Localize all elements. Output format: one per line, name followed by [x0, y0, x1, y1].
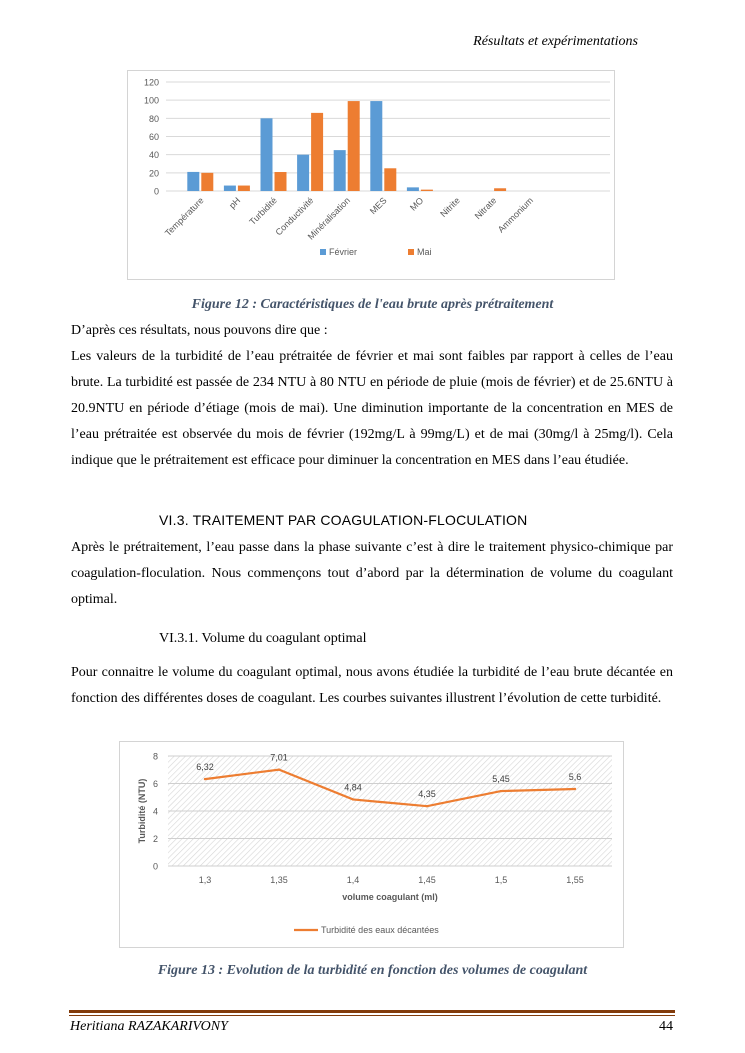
section-heading: VI.3. TRAITEMENT PAR COAGULATION-FLOCULATION — [159, 512, 528, 528]
x-tick-label: 1,5 — [494, 875, 508, 885]
bar-mai — [311, 113, 323, 191]
x-tick-label: 1,45 — [418, 875, 436, 885]
y-tick-label: 20 — [148, 168, 159, 179]
bar-février — [407, 187, 419, 191]
bar-mai — [348, 101, 360, 191]
bar-mai — [201, 173, 213, 191]
paragraph-1: Les valeurs de la turbidité de l’eau prétraitée de février et mai sont faibles par rapport à celles de l’eau brute. La turbidité est passée de 234 NTU à 80 NTU en période de pluie (mois de février) et de 25.6NTU à 20.9NTU en période d’étiage (mois de mai). Une diminution importante de la concentration en MES de l’eau prétraitée est observée du mois de février (192mg/L à 99mg/L) et de mai (30mg/l à 25mg/l). Cela indique que le prétraitement est efficace pour diminuer la concentration en MES dans l’eau étudiée. — [71, 349, 673, 468]
y-tick-label: 4 — [152, 806, 158, 817]
footer-rule-thin — [69, 1015, 675, 1016]
figure-12-caption: Figure 12 : Caractéristiques de l'eau brute après prétraitement — [191, 297, 554, 312]
y-tick-label: 0 — [153, 186, 159, 197]
y-tick-label: 60 — [148, 132, 159, 142]
legend-label: Mai — [417, 247, 432, 257]
x-tick-label: 1,55 — [566, 875, 584, 885]
footer-rule — [69, 1010, 675, 1013]
x-tick-label: 1,35 — [270, 875, 288, 885]
figure-13-caption: Figure 13 : Evolution de la turbidité en fonction des volumes de coagulant — [157, 963, 588, 978]
data-label: 4,35 — [418, 789, 436, 800]
data-label: 5,6 — [568, 772, 582, 782]
bar-mai — [238, 186, 250, 191]
x-tick-label: Nitrite — [438, 195, 462, 220]
y-tick-label: 120 — [143, 77, 159, 88]
x-tick-label: MES — [367, 195, 389, 217]
bar-février — [187, 172, 199, 191]
bar-mai — [421, 190, 433, 191]
y-tick-label: 80 — [148, 113, 159, 124]
x-tick-label: Température — [162, 195, 206, 239]
x-tick-label: Turbidité — [247, 195, 279, 227]
x-tick-label: 1,3 — [198, 875, 212, 885]
bar-mai — [494, 188, 506, 191]
y-tick-label: 0 — [152, 861, 158, 872]
x-tick-label: MO — [407, 195, 426, 213]
y-tick-label: 6 — [152, 779, 158, 789]
footer-author: Heritiana RAZAKARIVONY — [70, 1019, 228, 1034]
x-tick-label: Conductivité — [273, 195, 316, 238]
legend-swatch — [320, 249, 326, 255]
data-point — [426, 805, 428, 807]
bar-février — [261, 118, 273, 191]
data-label: 4,84 — [344, 782, 362, 793]
x-tick-label: 1,4 — [346, 875, 360, 885]
bar-février — [224, 186, 236, 191]
bar-février — [370, 101, 382, 191]
legend-label: Février — [329, 247, 358, 257]
data-label: 7,01 — [270, 752, 288, 763]
y-tick-label: 100 — [143, 95, 159, 106]
x-tick-label: Minéralisation — [305, 195, 353, 242]
bar-février — [297, 155, 309, 191]
data-point — [352, 798, 354, 800]
data-point — [204, 778, 206, 780]
bar-chart-svg — [128, 71, 614, 279]
y-tick-label: 2 — [152, 834, 158, 844]
x-axis-title: volume coagulant (ml) — [342, 892, 438, 902]
bar-mai — [275, 172, 287, 191]
legend-swatch — [408, 249, 414, 255]
x-tick-label: Nitrate — [472, 195, 499, 222]
sub-heading: VI.3.1. Volume du coagulant optimal — [159, 631, 367, 646]
figure-12-chart — [127, 70, 615, 280]
y-tick-label: 40 — [148, 150, 159, 161]
x-tick-label: Ammonium — [495, 195, 536, 235]
data-point — [278, 768, 280, 770]
paragraph-3: Pour connaitre le volume du coagulant optimal, nous avons étudiée la turbidité de l’eau brute décantée en fonction des différentes doses de coagulant. Les courbes suivantes illustrent l’évolution de cette turbidité. — [71, 665, 673, 706]
data-label: 6,32 — [196, 762, 214, 773]
data-point — [574, 788, 576, 790]
paragraph-2: Après le prétraitement, l’eau passe dans la phase suivante c’est à dire le traitement physico-chimique par coagulation-floculation. Nous commençons tout d’abord par la détermination de volume du coagulant optimal. — [71, 540, 673, 607]
legend-label: Turbidité des eaux décantées — [321, 925, 439, 935]
data-label: 5,45 — [492, 774, 510, 785]
y-tick-label: 8 — [152, 751, 158, 762]
intro-text — [71, 318, 673, 474]
bar-mai — [384, 168, 396, 191]
data-point — [500, 790, 502, 792]
y-axis-title: Turbidité (NTU) — [137, 778, 147, 844]
line-chart-svg — [120, 742, 623, 947]
intro-line: D’après ces résultats, nous pouvons dire que : — [71, 323, 328, 338]
page-number: 44 — [659, 1019, 673, 1034]
figure-13-chart — [119, 741, 624, 948]
bar-février — [334, 150, 346, 191]
running-header: Résultats et expérimentations — [473, 34, 638, 49]
x-tick-label: pH — [227, 195, 243, 211]
